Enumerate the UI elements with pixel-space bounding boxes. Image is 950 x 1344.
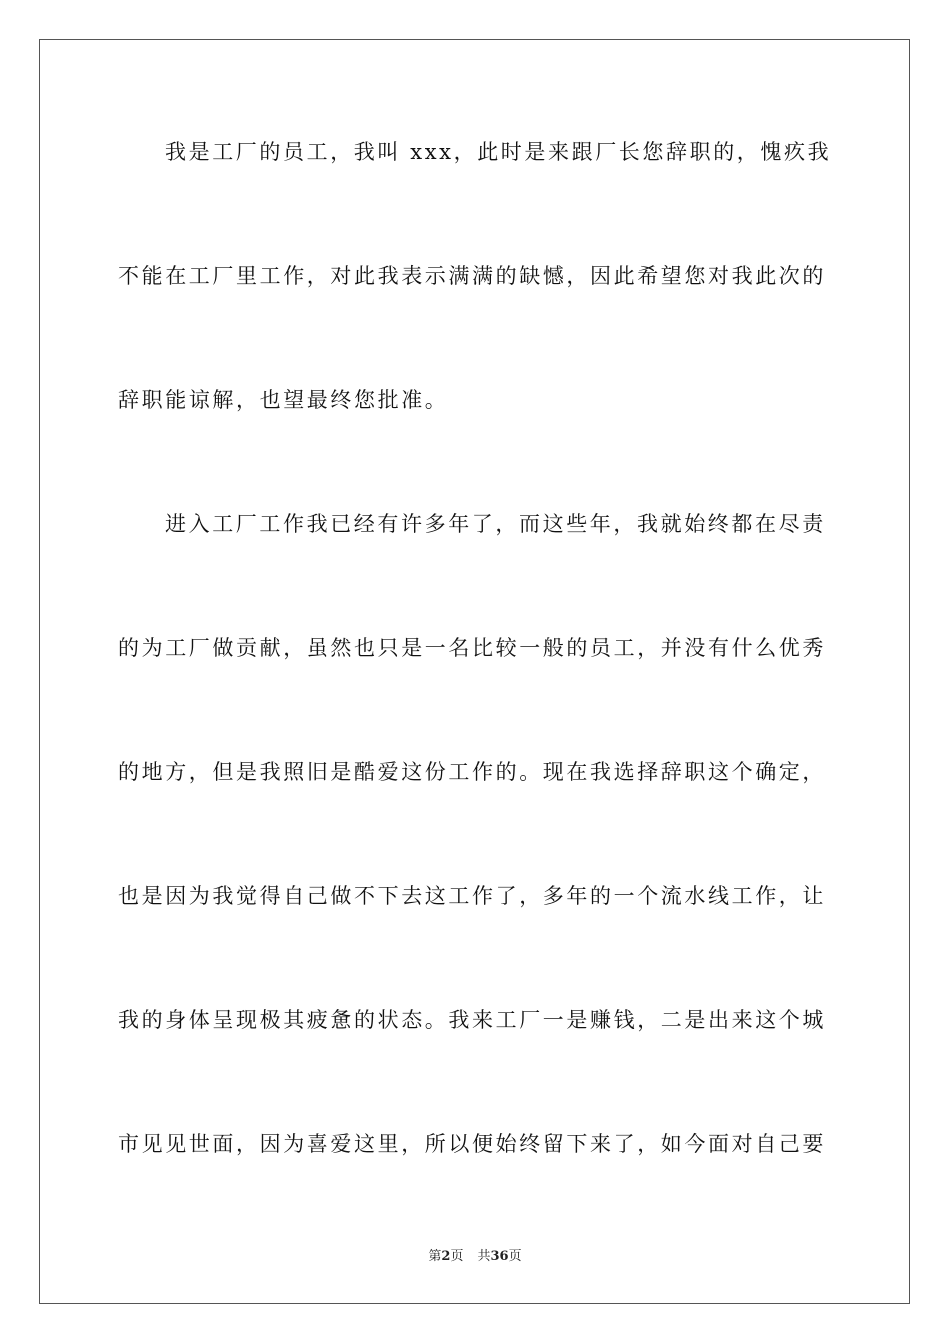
total-prefix: 共 — [477, 1249, 491, 1264]
paragraph-1-line-1: 我是工厂的员工，我叫 xxx，此时是来跟厂长您辞职的，愧疚我 — [165, 140, 832, 164]
paragraph-2-line-4: 也是因为我觉得自己做不下去这工作了，多年的一个流水线工作，让 — [118, 884, 826, 908]
paragraph-2-line-6: 市见见世面，因为喜爱这里，所以便始终留下来了，如今面对自己要 — [118, 1132, 826, 1156]
paragraph-1-line-2: 不能在工厂里工作，对此我表示满满的缺憾，因此希望您对我此次的 — [118, 264, 826, 288]
page-number: 2 — [441, 1249, 451, 1264]
page-prefix: 第 — [428, 1249, 442, 1264]
paragraph-2-line-1: 进入工厂工作我已经有许多年了，而这些年，我就始终都在尽责 — [165, 512, 826, 536]
paragraph-2-line-3: 的地方，但是我照旧是酷爱这份工作的。现在我选择辞职这个确定， — [118, 760, 826, 784]
paragraph-2-line-2: 的为工厂做贡献，虽然也只是一名比较一般的员工，并没有什么优秀 — [118, 636, 826, 660]
page-suffix: 页 — [450, 1249, 464, 1264]
paragraph-2-line-5: 我的身体呈现极其疲惫的状态。我来工厂一是赚钱，二是出来这个城 — [118, 1008, 826, 1032]
paragraph-1-line-3: 辞职能谅解，也望最终您批准。 — [118, 388, 449, 412]
page-frame — [39, 39, 910, 1304]
page-footer — [0, 1248, 950, 1266]
total-suffix: 页 — [508, 1249, 522, 1264]
total-pages: 36 — [490, 1249, 509, 1264]
